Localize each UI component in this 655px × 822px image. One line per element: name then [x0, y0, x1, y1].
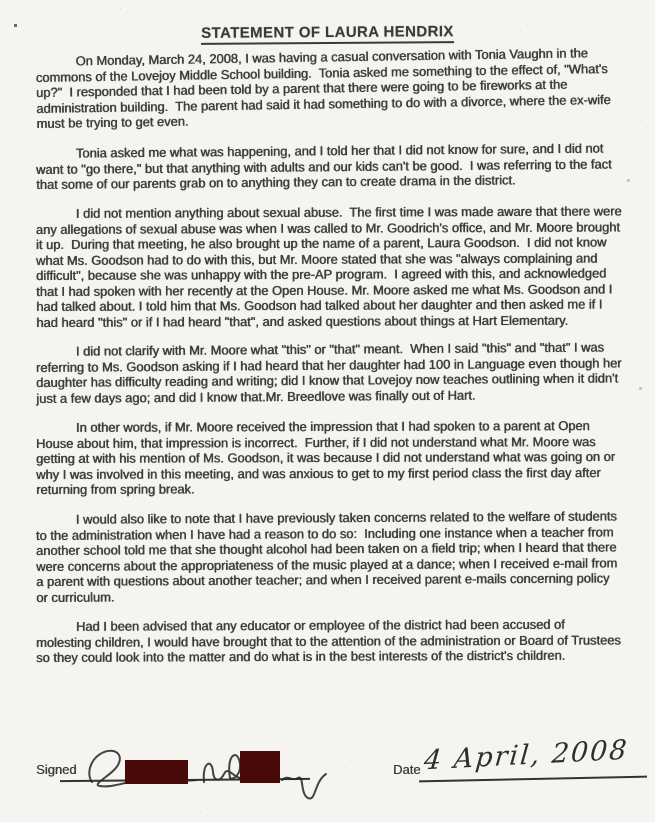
- signature-block: [0, 734, 655, 822]
- redaction-box-1: [125, 760, 188, 784]
- paragraph-1: On Monday, March 24, 2008, I was having a casual conversation with Tonia Vaughn in the commons of the Lovejoy Middle School building. Tonia asked me something to the effect of, "What's up?" I responded that I had been told by a parent that there were going to be fireworks at the administration building. The parent had said it had something to do with a divorce, where the ex-wife must be trying to get even.: [35, 45, 615, 131]
- statement-body: [35, 45, 626, 679]
- page-title-text: STATEMENT OF LAURA HENDRIX: [201, 23, 454, 45]
- signed-label: Signed: [36, 762, 77, 777]
- handwritten-date: 4 April, 2008: [422, 734, 630, 777]
- signature-scribble: [84, 738, 334, 818]
- paragraph-5: In other words, if Mr. Moore received the impression that I had spoken to a parent at Open House about him, that impression is incorrect. Further, if I did not understand what Mr. Moore was getting at with his mention of Ms. Goodson, it was because I did not understand what was going on or why I was involved in this meeting, and was anxious to get to my first period class the first day after returning from spring break.: [35, 418, 619, 497]
- redaction-box-2: [240, 751, 280, 783]
- paragraph-6: I would also like to note that I have previously taken concerns related to the welfare of students to the administration when I have had a reason to do so: Including one instance when a teacher from another school told me that she thought alcohol had been taken on a field trip; when I heard that there were concerns about the appropriateness of the music played at a dance; when I received e-mail from a parent with questions about another teacher; and when I received parent e-mails concerning policy or curriculum.: [35, 507, 621, 604]
- paragraph-7: Had I been advised that any educator or employee of the district had been accused of molesting children, I would have brought that to the attention of the administration or Board of Trustees so they could look into the matter and do what is in the best interests of the district's children.: [35, 616, 625, 665]
- paragraph-2: Tonia asked me what was happening, and I told her that I did not know for sure, and I did not want to "go there," but that anything with adults and our kids can't be good. I was referring to the fact that some of our parents grab on to anything they can to create drama in the district.: [35, 140, 616, 192]
- paragraph-4: I did not clarify with Mr. Moore what "this" or "that" meant. When I said "this" and "that" I was referring to Ms. Goodson asking if I had heard that her daughter had 100 in Language even though her daughter has difficulty reading and writing; did I know that Lovejoy now teaches outlining when it didn't just a few days ago; and did I know that.Mr. Breedlove was finally out of Hart.: [35, 339, 626, 406]
- scan-noise: [0, 0, 1, 1]
- paragraph-3: I did not mention anything about sexual abuse. The first time I was made aware that there were any allegations of sexual abuse was when I was called to Mr. Goodrich's office, and Mr. Moore brought it up. During that meeting, he also brought up the name of a parent, Laura Goodson. I did not know what Ms. Goodson had to do with this, but Mr. Moore stated that she was "always complaining and difficult", because she was unhappy with the pre-AP program. I agreed with this, and acknowledged that I had spoken with her recently at the Open House. Mr. Moore asked me what Ms. Goodson and I had talked about. I told him that Ms. Goodson had talked about her daughter and then asked me if I had heard "this" or if I had heard "that", and asked questions about things at Hart Elementary.: [35, 203, 626, 330]
- date-line: [419, 776, 647, 783]
- date-label: Date: [393, 762, 421, 777]
- page-title: [0, 22, 655, 44]
